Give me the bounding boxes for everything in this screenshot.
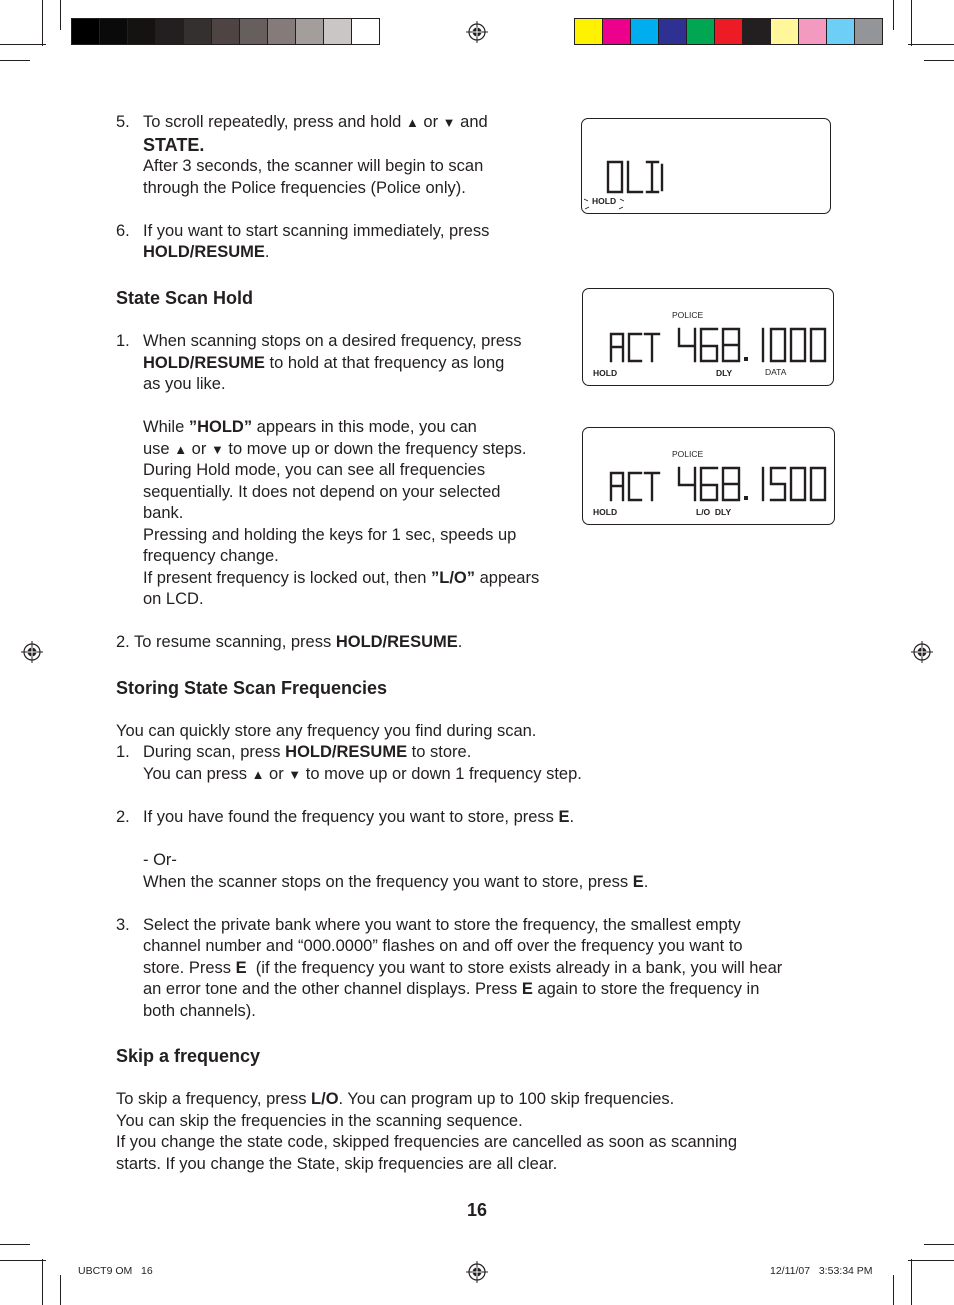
down-arrow-icon: ▼ [210, 442, 224, 457]
store-2-line-1 [143, 807, 574, 829]
page-number: 16 [466, 1200, 488, 1220]
up-arrow-icon: ▲ [251, 767, 265, 782]
crop-mark [0, 60, 30, 61]
hold-line-10: frequency change. [143, 547, 279, 565]
crop-mark [42, 1259, 43, 1305]
resume-line [116, 632, 462, 654]
color-swatch [826, 18, 855, 45]
hold-line-1: When scanning stops on a desired frequency, press [143, 332, 522, 350]
hold-line-2 [143, 353, 504, 375]
down-arrow-icon: ▼ [442, 115, 456, 130]
hold-label: HOLD [592, 196, 617, 206]
registration-mark-icon [911, 641, 933, 663]
text: to hold at that frequency as long [264, 354, 505, 372]
crop-mark [924, 1244, 954, 1245]
text: (if the frequency you want to store exists already in a bank, you will hear [246, 959, 783, 977]
text: and [460, 113, 488, 131]
lockout-delay-label: L/O DLY [696, 507, 732, 517]
hold-resume-key: HOLD/RESUME [285, 743, 408, 761]
registration-mark-icon [466, 1261, 488, 1283]
text: use [143, 440, 170, 458]
frequency-text [583, 428, 584, 429]
list-number: 5. [116, 113, 130, 131]
registration-mark-icon [466, 21, 488, 43]
e-key: E [558, 808, 570, 826]
police-label: POLICE [672, 310, 704, 320]
text: or [423, 113, 439, 131]
e-key: E [235, 959, 247, 977]
text: To scroll repeatedly, press and hold [143, 113, 402, 131]
store-3-line-2: channel number and “000.0000” flashes on and off over the frequency you want to [143, 937, 743, 955]
hold-line-8: bank. [143, 504, 184, 522]
text: store. Press [143, 959, 236, 977]
text: When the scanner stops on the frequency you want to store, press [143, 873, 633, 891]
text: 2. To resume scanning, press [116, 633, 336, 651]
state-key-label: STATE. [143, 135, 205, 155]
color-swatch [183, 18, 212, 45]
crop-mark [908, 1260, 954, 1261]
color-swatch [295, 18, 324, 45]
list-number: 2. [116, 808, 130, 826]
text: While [143, 418, 189, 436]
skip-line-3: If you change the state code, skipped frequencies are cancelled as soon as scanning [116, 1133, 737, 1151]
item-5-line-3: After 3 seconds, the scanner will begin to scan [143, 157, 484, 175]
crop-mark [60, 1275, 61, 1305]
crop-mark [911, 0, 912, 46]
crop-mark [893, 1275, 894, 1305]
store-2-or: - Or- [143, 851, 177, 869]
color-swatch [127, 18, 156, 45]
hold-line-7: sequentially. It does not depend on your selected [143, 483, 501, 501]
list-number: 1. [116, 743, 130, 761]
e-key: E [632, 873, 644, 891]
text: To skip a frequency, press [116, 1090, 312, 1108]
text: During scan, press [143, 743, 286, 761]
crop-mark [924, 60, 954, 61]
list-number: 6. [116, 222, 130, 240]
crop-mark [42, 0, 43, 46]
color-swatch [211, 18, 240, 45]
up-arrow-icon: ▲ [405, 115, 419, 130]
list-number: 1. [116, 332, 130, 350]
store-1-line-2 [143, 764, 582, 786]
hold-resume-key: HOLD/RESUME [143, 243, 265, 261]
footer-file-label: UBCT9 OM 16 [78, 1265, 153, 1277]
hold-label: HOLD [593, 368, 618, 378]
footer-timestamp: 12/11/07 3:53:34 PM [770, 1265, 873, 1277]
text: appears in this mode, you can [252, 418, 477, 436]
lockout-indicator-term: ”L/O” [431, 569, 476, 587]
text: . [569, 808, 575, 826]
color-swatch [854, 18, 883, 45]
lcd-display-act-1000 [582, 288, 834, 386]
crop-mark [893, 0, 894, 30]
hold-resume-key: HOLD/RESUME [143, 354, 265, 372]
color-swatch [323, 18, 352, 45]
up-arrow-icon: ▲ [174, 442, 188, 457]
store-1-line-1 [143, 742, 471, 764]
text: an error tone and the other channel displays. Press [143, 980, 522, 998]
item-5-line-1 [143, 112, 488, 134]
hold-line-12: on LCD. [143, 590, 204, 608]
color-swatch [630, 18, 659, 45]
item-6-line-2 [143, 242, 270, 264]
crop-mark [60, 0, 61, 30]
lcd-text [582, 119, 583, 120]
color-swatch [602, 18, 631, 45]
color-swatch [658, 18, 687, 45]
section-heading: State Scan Hold [116, 288, 254, 308]
skip-line-2: You can skip the frequencies in the scanning sequence. [116, 1112, 523, 1130]
item-5-line-4: through the Police frequencies (Police only). [143, 179, 466, 197]
color-swatch [686, 18, 715, 45]
hold-line-11 [143, 568, 539, 590]
store-3-line-1: Select the private bank where you want to store the frequency, the smallest empty [143, 916, 741, 934]
hold-label: HOLD [593, 507, 618, 517]
lcd-segment-freq [583, 289, 833, 385]
crop-mark [0, 44, 46, 45]
text: . You can program up to 100 skip frequencies. [338, 1090, 675, 1108]
lcd-segment-text [582, 119, 830, 213]
text: . [264, 243, 270, 261]
text: again to store the frequency in [532, 980, 760, 998]
hold-line-6: During Hold mode, you can see all frequencies [143, 461, 486, 479]
text: If present frequency is locked out, then [143, 569, 432, 587]
list-number: 3. [116, 916, 130, 934]
hold-line-9: Pressing and holding the keys for 1 sec, speeds up [143, 526, 517, 544]
text: to move up or down 1 frequency step. [305, 765, 582, 783]
hold-line-5 [143, 439, 527, 461]
item-6-line-1: If you want to start scanning immediately, press [143, 222, 490, 240]
crop-mark [908, 44, 954, 45]
text: . [643, 873, 649, 891]
color-swatch [99, 18, 128, 45]
section-heading: Storing State Scan Frequencies [116, 678, 388, 698]
crop-mark [911, 1259, 912, 1305]
color-swatch [770, 18, 799, 45]
color-swatch [351, 18, 380, 45]
text: You can press [143, 765, 247, 783]
text: or [269, 765, 284, 783]
skip-line-1 [116, 1089, 674, 1111]
store-intro: You can quickly store any frequency you find during scan. [116, 722, 537, 740]
data-label: DATA [765, 367, 787, 377]
store-3-line-4 [143, 979, 759, 1001]
registration-mark-icon [21, 641, 43, 663]
lcd-display-act-1500 [582, 427, 835, 525]
text: to store. [407, 743, 472, 761]
hold-indicator-term: ”HOLD” [188, 418, 253, 436]
down-arrow-icon: ▼ [288, 767, 302, 782]
color-swatch [798, 18, 827, 45]
store-3-line-5: both channels). [143, 1002, 256, 1020]
color-swatch [742, 18, 771, 45]
color-swatch [155, 18, 184, 45]
frequency-text [583, 289, 584, 290]
e-key: E [521, 980, 533, 998]
hold-line-3: as you like. [143, 375, 226, 393]
color-swatch [574, 18, 603, 45]
crop-mark [0, 1260, 46, 1261]
text: or [191, 440, 207, 458]
skip-line-4: starts. If you change the State, skip frequencies are all clear. [116, 1155, 558, 1173]
store-2-line-2 [143, 872, 648, 894]
lockout-key: L/O [311, 1090, 339, 1108]
text: to move up or down the frequency steps. [228, 440, 527, 458]
color-swatch [714, 18, 743, 45]
hold-line-4 [143, 417, 477, 439]
color-swatch [239, 18, 268, 45]
text: . [457, 633, 463, 651]
text: If you have found the frequency you want to store, press [143, 808, 559, 826]
store-3-line-3 [143, 958, 782, 980]
color-swatch [267, 18, 296, 45]
lcd-display-hold [581, 118, 831, 214]
color-swatch [71, 18, 100, 45]
delay-label: DLY [716, 368, 733, 378]
hold-resume-key: HOLD/RESUME [335, 633, 458, 651]
text: appears [475, 569, 540, 587]
police-label: POLICE [672, 449, 704, 459]
section-heading: Skip a frequency [116, 1046, 261, 1066]
crop-mark [0, 1244, 30, 1245]
